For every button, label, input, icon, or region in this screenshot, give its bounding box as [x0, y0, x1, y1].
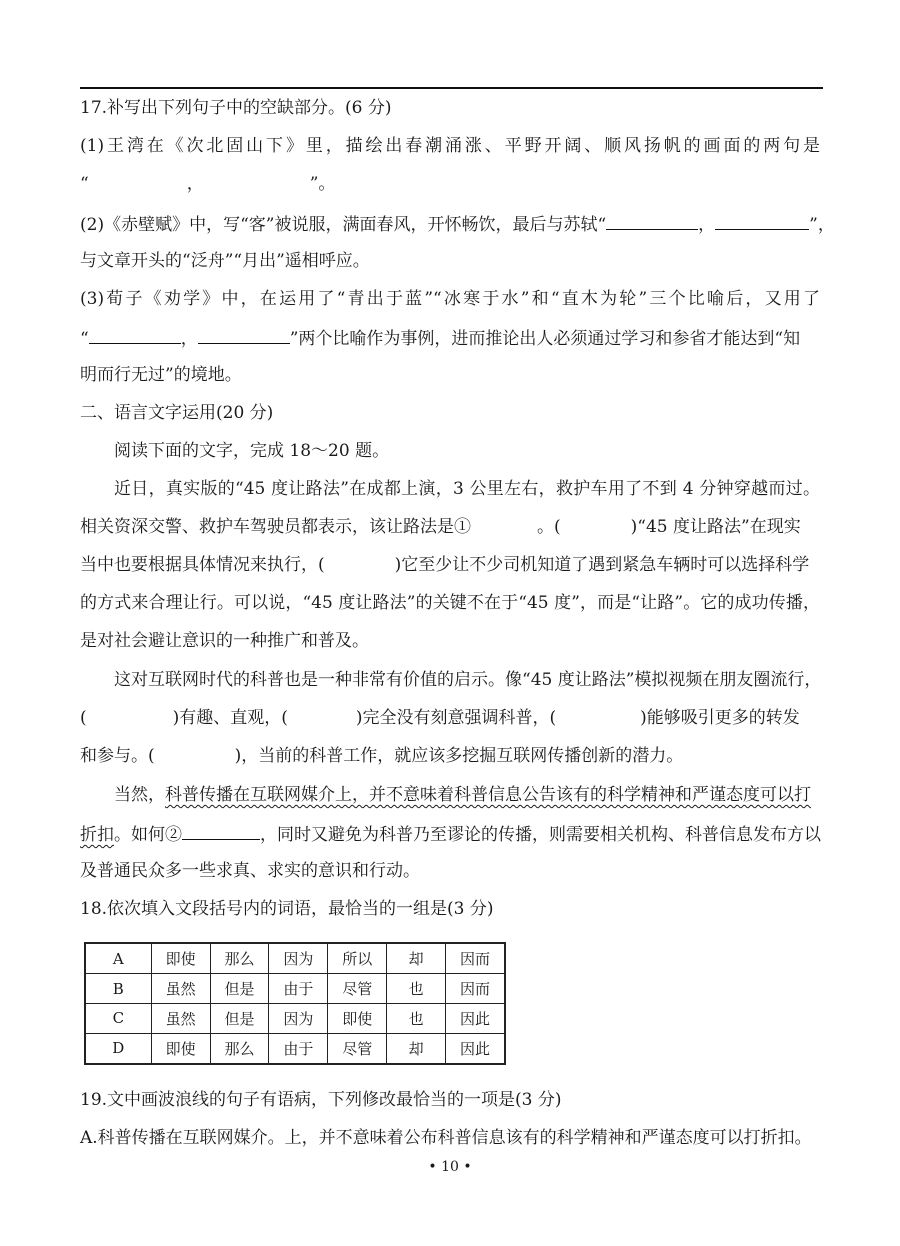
top-rule — [80, 87, 823, 89]
q17-part3-blank-1[interactable] — [89, 325, 181, 344]
option-word: 那么 — [210, 1033, 269, 1064]
option-word: 却 — [387, 1033, 446, 1064]
option-word: 但是 — [210, 974, 269, 1004]
option-letter: A — [85, 943, 151, 974]
passage-p1-line5: 是对社会避让意识的一种推广和普及。 — [80, 631, 369, 651]
q17-part3-line1: (3)荀子《劝学》中，在运用了“青出于蓝”“冰寒于水”和“直木为轮”三个比喻后，又用了 — [80, 289, 820, 309]
q17-part1-line1: (1)王湾在《次北固山下》里，描绘出春潮涌涨、平野开阔、顺风扬帆的画面的两句是 — [80, 136, 820, 156]
passage-text: )，当前的科普工作，就应该多挖掘互联网传播创新的潜力。 — [234, 746, 684, 766]
passage-text: ，同时又避免为科普乃至谬论的传播，则需要相关机构、科普信息发布方以 — [260, 825, 821, 845]
passage-p2-line2 — [80, 706, 820, 730]
passage-text: )能够吸引更多的转发 — [640, 708, 800, 728]
option-word: 那么 — [210, 943, 269, 974]
section2-title: 二、语言文字运用(20 分) — [80, 403, 274, 423]
option-word: 由于 — [269, 974, 328, 1004]
passage-p2-line1: 这对互联网时代的科普也是一种非常有价值的启示。像“45 度让路法”模拟视频在朋友圈流行， — [114, 670, 822, 690]
option-letter: B — [85, 974, 151, 1004]
passage-p1-line2 — [80, 515, 820, 539]
option-word: 虽然 — [151, 1003, 210, 1033]
passage-p3-line3: 及普通民众多一些求真、求实的意识和行动。 — [80, 861, 420, 881]
q18-options-table — [84, 942, 506, 1065]
option-word: 因而 — [446, 974, 505, 1004]
q19-option-a: A.科普传播在互联网媒介。上，并不意味着公布科普信息该有的科学精神和严谨态度可以打折扣。 — [80, 1128, 812, 1148]
passage-p1-line4: 的方式来合理让行。可以说，“45 度让路法”的关键不在于“45 度”，而是“让路”。它的成功传播， — [80, 593, 820, 613]
option-word: 却 — [387, 943, 446, 974]
q17-part3-blank-2[interactable] — [198, 325, 290, 344]
passage-p2-line3 — [80, 744, 820, 768]
option-word: 由于 — [269, 1033, 328, 1064]
passage-text: 和参与。( — [80, 746, 155, 766]
option-word: 也 — [387, 974, 446, 1004]
option-word: 因为 — [269, 1003, 328, 1033]
q17-part2-line2: 与文章开头的“泛舟”“月出”遥相呼应。 — [80, 251, 370, 271]
q19-title: 19.文中画波浪线的句子有语病，下列修改最恰当的一项是(3 分) — [80, 1090, 562, 1110]
passage-text: 相关资深交警、救护车驾驶员都表示，该让路法是① — [80, 517, 471, 537]
passage-p3-line2 — [80, 821, 820, 847]
q17-part1-close-quote: ”。 — [309, 174, 336, 194]
option-word: 因而 — [446, 943, 505, 974]
passage-text: 当中也要根据具体情况来执行，( — [80, 555, 325, 575]
q17-part2-close: ”， — [809, 215, 835, 235]
option-word: 因此 — [446, 1033, 505, 1064]
passage-text: 。( — [537, 517, 561, 537]
q17-part2-line1 — [80, 211, 835, 237]
option-word: 即使 — [151, 943, 210, 974]
option-word: 也 — [387, 1003, 446, 1033]
passage-text: )有趣、直观，( — [172, 708, 288, 728]
section2-instruction: 阅读下面的文字，完成 18～20 题。 — [114, 441, 390, 461]
option-word: 因此 — [446, 1003, 505, 1033]
passage-text: )“45 度让路法”在现实 — [630, 517, 801, 537]
passage-p1-line1: 近日，真实版的“45 度让路法”在成都上演，3 公里左右，救护车用了不到 4 分钟穿越而过。 — [114, 479, 820, 499]
q17-part1-separator: ， — [186, 174, 204, 194]
option-letter: C — [85, 1003, 151, 1033]
passage-text: )完全没有刻意强调科普，( — [355, 708, 557, 728]
q18-option-row-a[interactable] — [85, 943, 505, 974]
option-word: 所以 — [328, 943, 387, 974]
q17-part1-open-quote: “ — [80, 174, 89, 194]
q17-part2-blank-1[interactable] — [606, 211, 698, 230]
passage-blank-2[interactable] — [182, 821, 260, 840]
q17-part2-blank-2[interactable] — [715, 211, 809, 230]
q17-part3-text: ”两个比喻作为事例，进而推论出人必须通过学习和参省才能达到“知 — [289, 329, 801, 349]
q18-title: 18.依次填入文段括号内的词语，最恰当的一组是(3 分) — [80, 899, 494, 919]
q17-title: 17.补写出下列句子中的空缺部分。(6 分) — [80, 98, 392, 118]
q17-part2-separator: ， — [698, 215, 716, 235]
option-word: 即使 — [328, 1003, 387, 1033]
option-word: 但是 — [210, 1003, 269, 1033]
option-word: 即使 — [151, 1033, 210, 1064]
q18-option-row-b[interactable] — [85, 974, 505, 1004]
option-word: 尽管 — [328, 974, 387, 1004]
passage-text: ( — [80, 708, 87, 728]
option-word: 尽管 — [328, 1033, 387, 1064]
q17-part3-separator: ， — [180, 329, 198, 349]
q18-option-row-c[interactable] — [85, 1003, 505, 1033]
q17-part2-text: (2)《赤壁赋》中，写“客”被说服，满面春风，开怀畅饮，最后与苏轼“ — [80, 215, 607, 235]
wavy-sentence: 科普传播在互联网媒介上，并不意味着科普信息公告该有的科学精神和严谨态度可以打 — [165, 785, 811, 805]
passage-text: 。如何② — [114, 825, 182, 845]
passage-text: 当然， — [114, 785, 165, 805]
page-number: • 10 • — [428, 1159, 472, 1175]
option-letter: D — [85, 1033, 151, 1064]
passage-p1-line3 — [80, 553, 820, 577]
passage-p3-line1 — [80, 783, 820, 807]
q17-part1-answer-line — [80, 172, 820, 196]
option-word: 虽然 — [151, 974, 210, 1004]
wavy-sentence-end: 折扣 — [80, 825, 114, 845]
option-word: 因为 — [269, 943, 328, 974]
q17-part3-line2 — [80, 325, 820, 351]
q17-part3-open-quote: “ — [80, 329, 89, 349]
q17-part3-line3: 明而行无过”的境地。 — [80, 365, 242, 385]
q18-option-row-d[interactable] — [85, 1033, 505, 1064]
passage-text: )它至少让不少司机知道了遇到紧急车辆时可以选择科学 — [394, 555, 810, 575]
